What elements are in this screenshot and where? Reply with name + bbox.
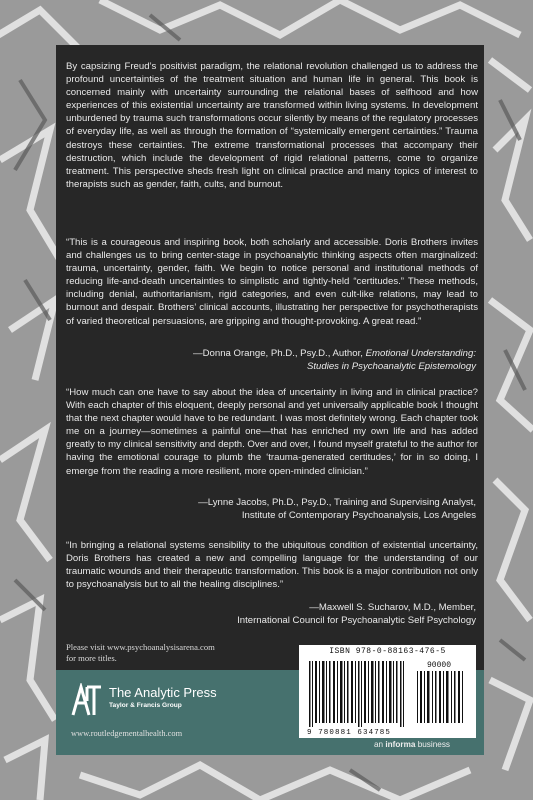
attribution-sucharov: —Maxwell S. Sucharov, M.D., Member, (309, 602, 476, 613)
attribution-orange: —Donna Orange, Ph.D., Psy.D., Author, Emotional Understanding: (193, 348, 476, 359)
ean-number: 9 780881 634785 (307, 729, 392, 737)
attribution-jacobs-institute: Institute of Contemporary Psychoanalysis, Los Angeles (241, 510, 476, 521)
quote-jacobs: “How much can one have to say about the idea of uncertainty in living and in clinical practice? With each chapter of this eloquent, deeply personal and yet universally applicable book I thought that the next chapter would have to be redundant. I was most definitely wrong. Each chapter took me on a journey—sometimes a painful one—that has enriched my own life and has added greatly to my clinical sensitivity and depth. Over and over, I found myself grateful to the author for having the emotional courage to plumb the ‘trauma-generated certitudes,’ for in so doing, I emerge from the reading a more resilient, more open-minded clinician.” (66, 387, 478, 477)
quote-sucharov: “In bringing a relational systems sensibility to the ubiquitous condition of existential uncertainty, Doris Brothers has created a new and compelling language for the understanding of our traumatic wounds and their therapeutic transformation. This book is a major contribution not only to psychoanalysis but to all the healing disciplines.” (66, 540, 478, 591)
publisher-name: The Analytic Press (109, 685, 217, 700)
barcode-bars (299, 657, 476, 739)
attribution-sucharov-council: International Council for Psychoanalytic Self Psychology (237, 615, 476, 626)
quote-orange: “This is a courageous and inspiring book, both scholarly and accessible. Doris Brothers invites and challenges us to bring center-stage in psychoanalytic thinking aspects often marginalized: trauma, uncertainty, gender, faith. We begin to notice personal and institutional methods of reducing life-and-death uncertainties to simplistic and tightly-held “certitudes.” These methods, including denial, authoritarianism, rigid categories, and even cult-like relations, may lead to burnout and despair. Brothers’ clinical accounts, illustrating her perspective for psychotherapists of varied theoretical persuasions, are gripping and thought-provoking. A great read.” (66, 237, 478, 327)
isbn-barcode (299, 645, 476, 738)
price-code: 90000 (427, 661, 452, 670)
website-note: Please visit www.psychoanalysisarena.com for more titles. (66, 642, 215, 663)
attribution-orange-title: Studies in Psychoanalytic Epistemology (306, 361, 476, 372)
website-link[interactable]: Please visit www.psychoanalysisarena.com (66, 642, 215, 652)
analytic-press-logo (71, 683, 103, 717)
publisher-group: Taylor & Francis Group (109, 702, 182, 709)
informa-tagline: an informa business (374, 740, 451, 749)
publisher-url[interactable]: www.routledgementalhealth.com (71, 729, 183, 738)
attribution-jacobs: —Lynne Jacobs, Ph.D., Psy.D., Training and Supervising Analyst, (198, 497, 476, 508)
isbn-text: ISBN 978-0-88163-476-5 (329, 647, 446, 656)
blurb-text: By capsizing Freud’s positivist paradigm, the relational revolution challenged us to address the profound uncertainties of the treatment situation and human life in general. This book is concerned mainly with uncertainty surrounding the relational bases of selfhood and how experiences of this existential uncertainty are transformed within living systems. In development unburdened by trauma such transformations occur silently by means of the regulatory processes of everyday life, as well as through the formation of “systemically emergent certainties.” Trauma destroys these certainties. The extreme transformational processes that accompany their destruction, which include the development of rigid relational patterns, come to organize treatment. This perspective sheds fresh light on clinical practice and many topics of interest to therapists such as gender, faith, cults, and burnout. (66, 61, 478, 190)
